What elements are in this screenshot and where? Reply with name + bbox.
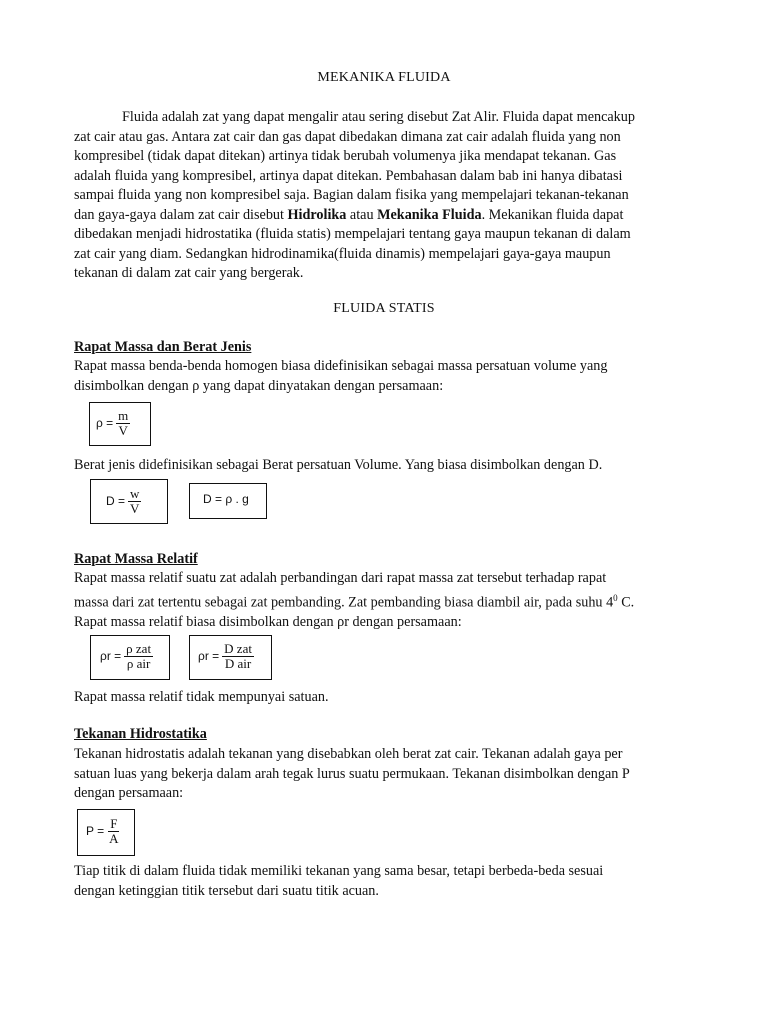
paragraph-line: Rapat massa benda-benda homogen biasa didefinisikan sebagai massa persatuan volume yang	[74, 358, 608, 374]
intro-line: sampai fluida yang non kompresibel saja. Bagian dalam fisika yang mempelajari tekanan-tekanan	[74, 187, 629, 203]
equation-lhs: P =	[86, 824, 105, 838]
equation-numerator: D zat	[224, 640, 252, 656]
no-unit-paragraph	[74, 688, 694, 708]
equation-fraction	[116, 409, 130, 438]
equation-numerator: F	[110, 815, 118, 831]
equation-pressure	[86, 813, 121, 849]
equation-numerator: ρ zat	[126, 640, 152, 656]
equation-denominator: V	[118, 422, 128, 438]
intro-line: kompresibel (tidak dapat ditekan) artinya tidak berubah volumenya jika mendapat tekanan. Gas	[74, 148, 617, 164]
section-title: FLUIDA STATIS	[333, 301, 435, 316]
heading-rapat-massa: Rapat Massa dan Berat Jenis	[74, 339, 252, 355]
intro-line: adalah fluida yang kompresibel, artinya dapat ditekan. Pembahasan dalam bab ini hanya dibatasi	[74, 167, 623, 184]
intro-line: zat cair atau gas. Antara zat cair dan gas dapat dibedakan dimana zat cair adalah fluida yang non	[74, 128, 621, 145]
equation-fraction	[128, 487, 141, 516]
intro-line: zat cair yang diam. Sedangkan hidrodinamika(fluida dinamis) mempelajari gaya-gaya maupun	[74, 245, 611, 262]
intro-text: . Mekanikan fluida dapat	[481, 206, 624, 223]
paragraph-line: dengan persamaan:	[74, 785, 184, 801]
superscript-degree: 0	[613, 592, 618, 603]
intro-line: Fluida adalah zat yang dapat mengalir atau sering disebut Zat Alir. Fluida dapat mencakup	[122, 109, 635, 125]
paragraph-line: Rapat massa relatif tidak mempunyai satuan.	[74, 689, 329, 705]
intro-text: atau	[346, 206, 378, 223]
equation-lhs: ρ =	[96, 416, 114, 430]
rapat-massa-paragraph	[74, 357, 694, 396]
paragraph-line: Tiap titik di dalam fluida tidak memiliki tekanan yang sama besar, tetapi berbeda-beda sesuai	[74, 863, 604, 879]
equation-numerator: w	[130, 485, 140, 501]
intro-text: dan gaya-gaya dalam zat cair disebut	[74, 206, 288, 223]
equation-denominator: A	[109, 830, 119, 846]
berat-jenis-paragraph	[74, 456, 694, 476]
term-hidrolika: Hidrolika	[287, 206, 347, 223]
intro-line: tekanan di dalam zat cair yang bergerak.	[74, 265, 304, 281]
equation-denominator: D air	[224, 655, 252, 671]
paragraph-line: dengan ketinggian titik tersebut dari suatu titik acuan.	[74, 882, 379, 899]
equation-fraction	[222, 642, 254, 671]
equation-fraction	[107, 817, 120, 846]
paragraph-line: disimbolkan dengan ρ yang dapat dinyatakan dengan persamaan:	[74, 377, 444, 394]
equation-weight-rho-g	[203, 490, 249, 508]
equation-relative-weight	[198, 639, 254, 673]
heading-rapat-massa-relatif: Rapat Massa Relatif	[74, 551, 198, 567]
paragraph-line: Rapat massa relatif biasa disimbolkan dengan ρr dengan persamaan:	[74, 613, 462, 630]
intro-line: dibedakan menjadi hidrostatika (fluida statis) mempelajari tentang gaya maupun tekanan di dalam	[74, 226, 631, 242]
heading-tekanan-hidrostatika: Tekanan Hidrostatika	[74, 726, 207, 742]
tekanan-paragraph	[74, 745, 694, 804]
intro-line	[74, 206, 694, 226]
rapat-massa-relatif-paragraph	[74, 569, 694, 632]
equation-numerator: m	[118, 407, 129, 423]
document-title: MEKANIKA FLUIDA	[317, 70, 451, 85]
equation-fraction	[124, 642, 153, 671]
tekanan-closing-paragraph	[74, 862, 694, 901]
paragraph-line	[74, 589, 694, 613]
intro-paragraph	[74, 108, 694, 284]
equation-denominator: ρ air	[126, 655, 151, 671]
equation-relative-density	[100, 639, 153, 673]
paragraph-line: Rapat massa relatif suatu zat adalah perbandingan dari rapat massa zat tersebut terhadap rapat	[74, 570, 607, 586]
paragraph-text: massa dari zat tertentu sebagai zat pembanding. Zat pembanding biasa diambil air, pada suhu 4	[74, 594, 614, 611]
equation-lhs: ρr =	[198, 649, 220, 663]
paragraph-line: Berat jenis didefinisikan sebagai Berat persatuan Volume. Yang biasa disimbolkan dengan D.	[74, 457, 603, 473]
paragraph-text: C.	[617, 594, 635, 611]
term-mekanika-fluida: Mekanika Fluida	[377, 206, 482, 223]
paragraph-line: satuan luas yang bekerja dalam arah tegak lurus suatu permukaan. Tekanan disimbolkan dengan P	[74, 765, 630, 782]
equation-density	[96, 406, 130, 440]
equation-lhs: ρr =	[100, 649, 122, 663]
equation-denominator: V	[130, 500, 140, 516]
paragraph-line: Tekanan hidrostatis adalah tekanan yang disebabkan oleh berat zat cair. Tekanan adalah gaya per	[74, 746, 623, 762]
equation-text: D = ρ . g	[203, 492, 249, 506]
equation-weight-density	[106, 484, 141, 518]
equation-lhs: D =	[106, 494, 126, 508]
